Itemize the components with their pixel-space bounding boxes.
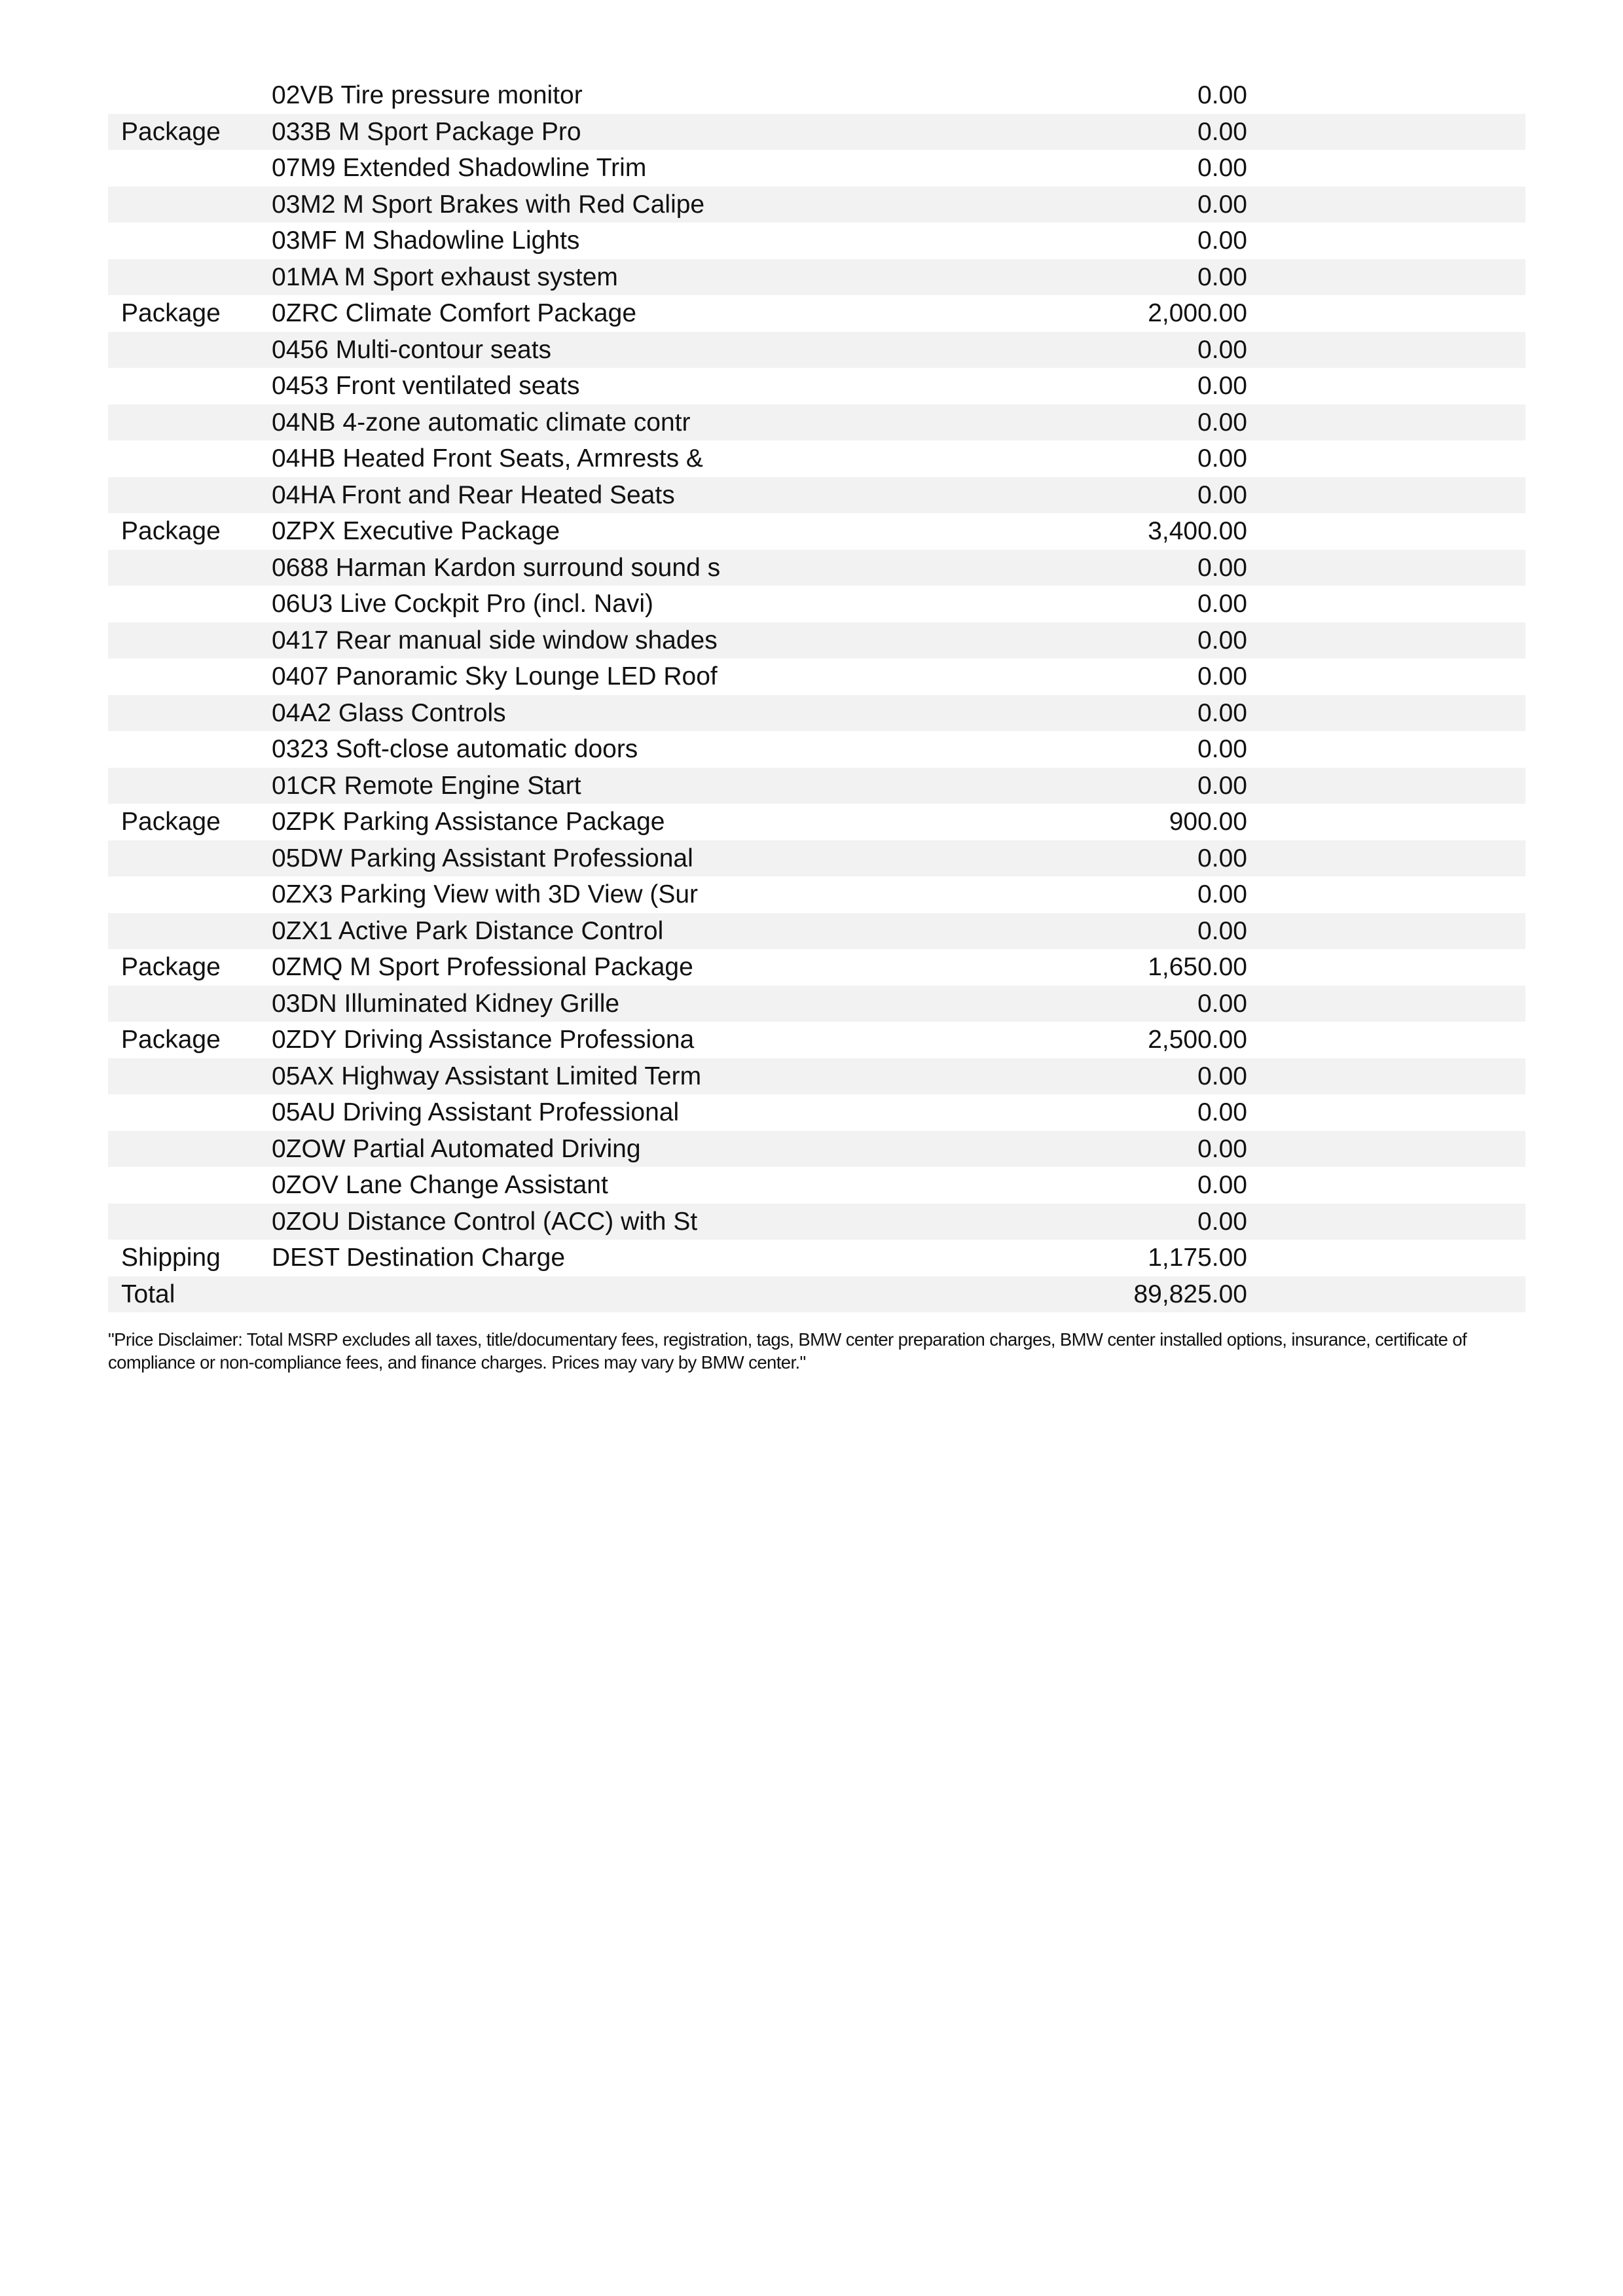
- description-cell: 04HB Heated Front Seats, Armrests &: [272, 444, 703, 473]
- table-row: [108, 1240, 1525, 1276]
- spacer-cell: [1247, 804, 1525, 840]
- category-cell: [108, 150, 272, 187]
- category-cell: [108, 876, 272, 913]
- spacer-cell: [1247, 1276, 1525, 1313]
- spacer-cell: [1247, 1240, 1525, 1276]
- table-row: [108, 1094, 1525, 1131]
- description-cell: 0ZMQ M Sport Professional Package: [272, 953, 693, 981]
- description-cell: 05DW Parking Assistant Professional: [272, 840, 1123, 877]
- description-cell: 03M2 M Sport Brakes with Red Calipe: [272, 187, 1123, 223]
- category-cell: [108, 913, 272, 950]
- spacer-cell: [1247, 550, 1525, 586]
- price-disclaimer: "Price Disclaimer: Total MSRP excludes all taxes, title/documentary fees, registration, tags, BMW center preparation charges, BMW center installed options, insurance, certificate of compliance or non-compliance fees, and finance charges. Prices may vary by BMW center.": [108, 1329, 1467, 1372]
- category-cell: Total: [108, 1276, 272, 1313]
- category-cell: [108, 77, 272, 114]
- spacer-cell: [1247, 1058, 1525, 1095]
- description-cell: 0ZPX Executive Package: [272, 517, 560, 545]
- spacer-cell: [1247, 658, 1525, 695]
- spacer-cell: [1247, 259, 1525, 296]
- price-cell: 0.00: [1123, 1058, 1247, 1095]
- description-cell: 03MF M Shadowline Lights: [272, 226, 580, 255]
- spacer-cell: [1247, 1094, 1525, 1131]
- category-cell: [108, 768, 272, 804]
- table-row: [108, 404, 1525, 441]
- price-cell: 0.00: [1123, 187, 1247, 223]
- description-cell: 03DN Illuminated Kidney Grille: [272, 986, 1123, 1022]
- description-cell: 0688 Harman Kardon surround sound s: [272, 550, 1123, 586]
- price-cell: 0.00: [1197, 372, 1247, 400]
- category-cell: Package: [121, 953, 221, 981]
- description-cell: 0ZX3 Parking View with 3D View (Sur: [272, 880, 699, 908]
- total-row: [108, 1276, 1525, 1313]
- category-cell: [108, 477, 272, 514]
- description-cell: 05AX Highway Assistant Limited Term: [272, 1058, 1123, 1095]
- spacer-cell: [1247, 295, 1525, 332]
- table-row: [108, 513, 1525, 550]
- price-cell: 2,000.00: [1148, 299, 1247, 327]
- description-cell: 01MA M Sport exhaust system: [272, 259, 1123, 296]
- table-row: [108, 986, 1525, 1022]
- spacer-cell: [1247, 913, 1525, 950]
- description-cell: 04A2 Glass Controls: [272, 695, 1123, 732]
- description-cell: 0ZOU Distance Control (ACC) with St: [272, 1204, 1123, 1240]
- category-cell: [108, 1204, 272, 1240]
- table-row: [108, 586, 1525, 622]
- category-cell: [108, 622, 272, 659]
- spacer-cell: [1247, 187, 1525, 223]
- description-cell: 04NB 4-zone automatic climate contr: [272, 404, 1123, 441]
- price-cell: 0.00: [1123, 1131, 1247, 1168]
- price-cell: 0.00: [1197, 735, 1247, 763]
- table-row: [108, 550, 1525, 586]
- price-cell: 0.00: [1123, 695, 1247, 732]
- price-cell: 900.00: [1169, 808, 1247, 836]
- table-row: [108, 368, 1525, 404]
- table-row: [108, 440, 1525, 477]
- table-row: [108, 658, 1525, 695]
- table-row: [108, 477, 1525, 514]
- spacer-cell: [1247, 695, 1525, 732]
- table-row: [108, 77, 1525, 114]
- description-cell: 0ZX1 Active Park Distance Control: [272, 913, 1123, 950]
- price-cell: 0.00: [1123, 550, 1247, 586]
- spacer-cell: [1247, 332, 1525, 368]
- spacer-cell: [1247, 368, 1525, 404]
- table-row: [108, 731, 1525, 768]
- price-cell: 0.00: [1123, 114, 1247, 151]
- description-cell: [272, 1276, 1123, 1313]
- table-row: [108, 1058, 1525, 1095]
- price-cell: 0.00: [1123, 913, 1247, 950]
- table-row: [108, 332, 1525, 368]
- price-cell: 0.00: [1123, 332, 1247, 368]
- price-cell: 0.00: [1123, 477, 1247, 514]
- table-row: [108, 259, 1525, 296]
- table-row: [108, 1167, 1525, 1204]
- table-row: [108, 768, 1525, 804]
- spacer-cell: [1247, 1022, 1525, 1058]
- price-cell: 0.00: [1123, 404, 1247, 441]
- category-cell: [108, 695, 272, 732]
- spacer-cell: [1247, 477, 1525, 514]
- spacer-cell: [1247, 77, 1525, 114]
- category-cell: [108, 986, 272, 1022]
- category-cell: [108, 1167, 272, 1204]
- spacer-cell: [1247, 840, 1525, 877]
- category-cell: Package: [121, 808, 221, 836]
- category-cell: Package: [121, 299, 221, 327]
- category-cell: [108, 404, 272, 441]
- price-cell: 0.00: [1123, 768, 1247, 804]
- category-cell: [108, 259, 272, 296]
- spacer-cell: [1247, 404, 1525, 441]
- category-cell: Package: [121, 1026, 221, 1054]
- price-cell: 0.00: [1197, 226, 1247, 255]
- table-row: [108, 622, 1525, 659]
- table-row: [108, 949, 1525, 986]
- description-cell: 06U3 Live Cockpit Pro (incl. Navi): [272, 590, 654, 618]
- description-cell: 0453 Front ventilated seats: [272, 372, 580, 400]
- description-cell: DEST Destination Charge: [272, 1244, 566, 1272]
- table-row: [108, 804, 1525, 840]
- category-cell: Package: [108, 114, 272, 151]
- price-table: [108, 77, 1525, 1312]
- category-cell: [108, 1094, 272, 1131]
- price-table-body: [108, 77, 1525, 1312]
- description-cell: 01CR Remote Engine Start: [272, 768, 1123, 804]
- price-cell: 1,175.00: [1148, 1244, 1247, 1272]
- price-cell: 0.00: [1123, 840, 1247, 877]
- description-cell: 0ZRC Climate Comfort Package: [272, 299, 637, 327]
- description-cell: 02VB Tire pressure monitor: [272, 81, 583, 109]
- price-cell: 0.00: [1197, 1098, 1247, 1126]
- table-row: [108, 1022, 1525, 1058]
- description-cell: 04HA Front and Rear Heated Seats: [272, 477, 1123, 514]
- spacer-cell: [1247, 1131, 1525, 1168]
- price-cell: 0.00: [1197, 154, 1247, 182]
- price-cell: 0.00: [1197, 590, 1247, 618]
- description-cell: 0456 Multi-contour seats: [272, 332, 1123, 368]
- spacer-cell: [1247, 586, 1525, 622]
- table-row: [108, 150, 1525, 187]
- price-cell: 0.00: [1197, 662, 1247, 691]
- table-row: [108, 876, 1525, 913]
- spacer-cell: [1247, 876, 1525, 913]
- description-cell: 033B M Sport Package Pro: [272, 114, 1123, 151]
- category-cell: [108, 368, 272, 404]
- price-cell: 0.00: [1197, 1171, 1247, 1199]
- category-cell: [108, 187, 272, 223]
- spacer-cell: [1247, 731, 1525, 768]
- table-row: [108, 114, 1525, 151]
- spacer-cell: [1247, 440, 1525, 477]
- table-row: [108, 1204, 1525, 1240]
- spacer-cell: [1247, 1204, 1525, 1240]
- spacer-cell: [1247, 150, 1525, 187]
- price-cell: 0.00: [1123, 259, 1247, 296]
- table-row: [108, 1131, 1525, 1168]
- description-cell: 0ZDY Driving Assistance Professiona: [272, 1026, 695, 1054]
- price-cell: 1,650.00: [1148, 953, 1247, 981]
- price-cell: 0.00: [1123, 622, 1247, 659]
- category-cell: [108, 586, 272, 622]
- description-cell: 0ZOW Partial Automated Driving: [272, 1131, 1123, 1168]
- table-row: [108, 840, 1525, 877]
- table-row: [108, 187, 1525, 223]
- description-cell: 0407 Panoramic Sky Lounge LED Roof: [272, 662, 718, 691]
- table-row: [108, 223, 1525, 259]
- spacer-cell: [1247, 114, 1525, 151]
- spacer-cell: [1247, 986, 1525, 1022]
- table-row: [108, 695, 1525, 732]
- category-cell: Shipping: [121, 1244, 221, 1272]
- description-cell: 0ZOV Lane Change Assistant: [272, 1171, 608, 1199]
- price-cell: 3,400.00: [1148, 517, 1247, 545]
- category-cell: [108, 440, 272, 477]
- category-cell: [108, 332, 272, 368]
- category-cell: [108, 840, 272, 877]
- table-row: [108, 295, 1525, 332]
- category-cell: [108, 223, 272, 259]
- price-cell: 0.00: [1123, 1204, 1247, 1240]
- category-cell: Package: [121, 517, 221, 545]
- description-cell: 05AU Driving Assistant Professional: [272, 1098, 680, 1126]
- category-cell: [108, 1058, 272, 1095]
- category-cell: [108, 550, 272, 586]
- category-cell: [108, 1131, 272, 1168]
- description-cell: 0323 Soft-close automatic doors: [272, 735, 638, 763]
- description-cell: 0417 Rear manual side window shades: [272, 622, 1123, 659]
- spacer-cell: [1247, 1167, 1525, 1204]
- price-cell: 2,500.00: [1148, 1026, 1247, 1054]
- price-cell: 0.00: [1197, 81, 1247, 109]
- price-cell: 0.00: [1197, 444, 1247, 473]
- spacer-cell: [1247, 622, 1525, 659]
- spacer-cell: [1247, 223, 1525, 259]
- table-row: [108, 913, 1525, 950]
- category-cell: [108, 731, 272, 768]
- spacer-cell: [1247, 949, 1525, 986]
- spacer-cell: [1247, 768, 1525, 804]
- price-cell: 0.00: [1197, 880, 1247, 908]
- price-cell: 89,825.00: [1123, 1276, 1247, 1313]
- spacer-cell: [1247, 513, 1525, 550]
- description-cell: 0ZPK Parking Assistance Package: [272, 808, 665, 836]
- category-cell: [108, 658, 272, 695]
- price-cell: 0.00: [1123, 986, 1247, 1022]
- description-cell: 07M9 Extended Shadowline Trim: [272, 154, 647, 182]
